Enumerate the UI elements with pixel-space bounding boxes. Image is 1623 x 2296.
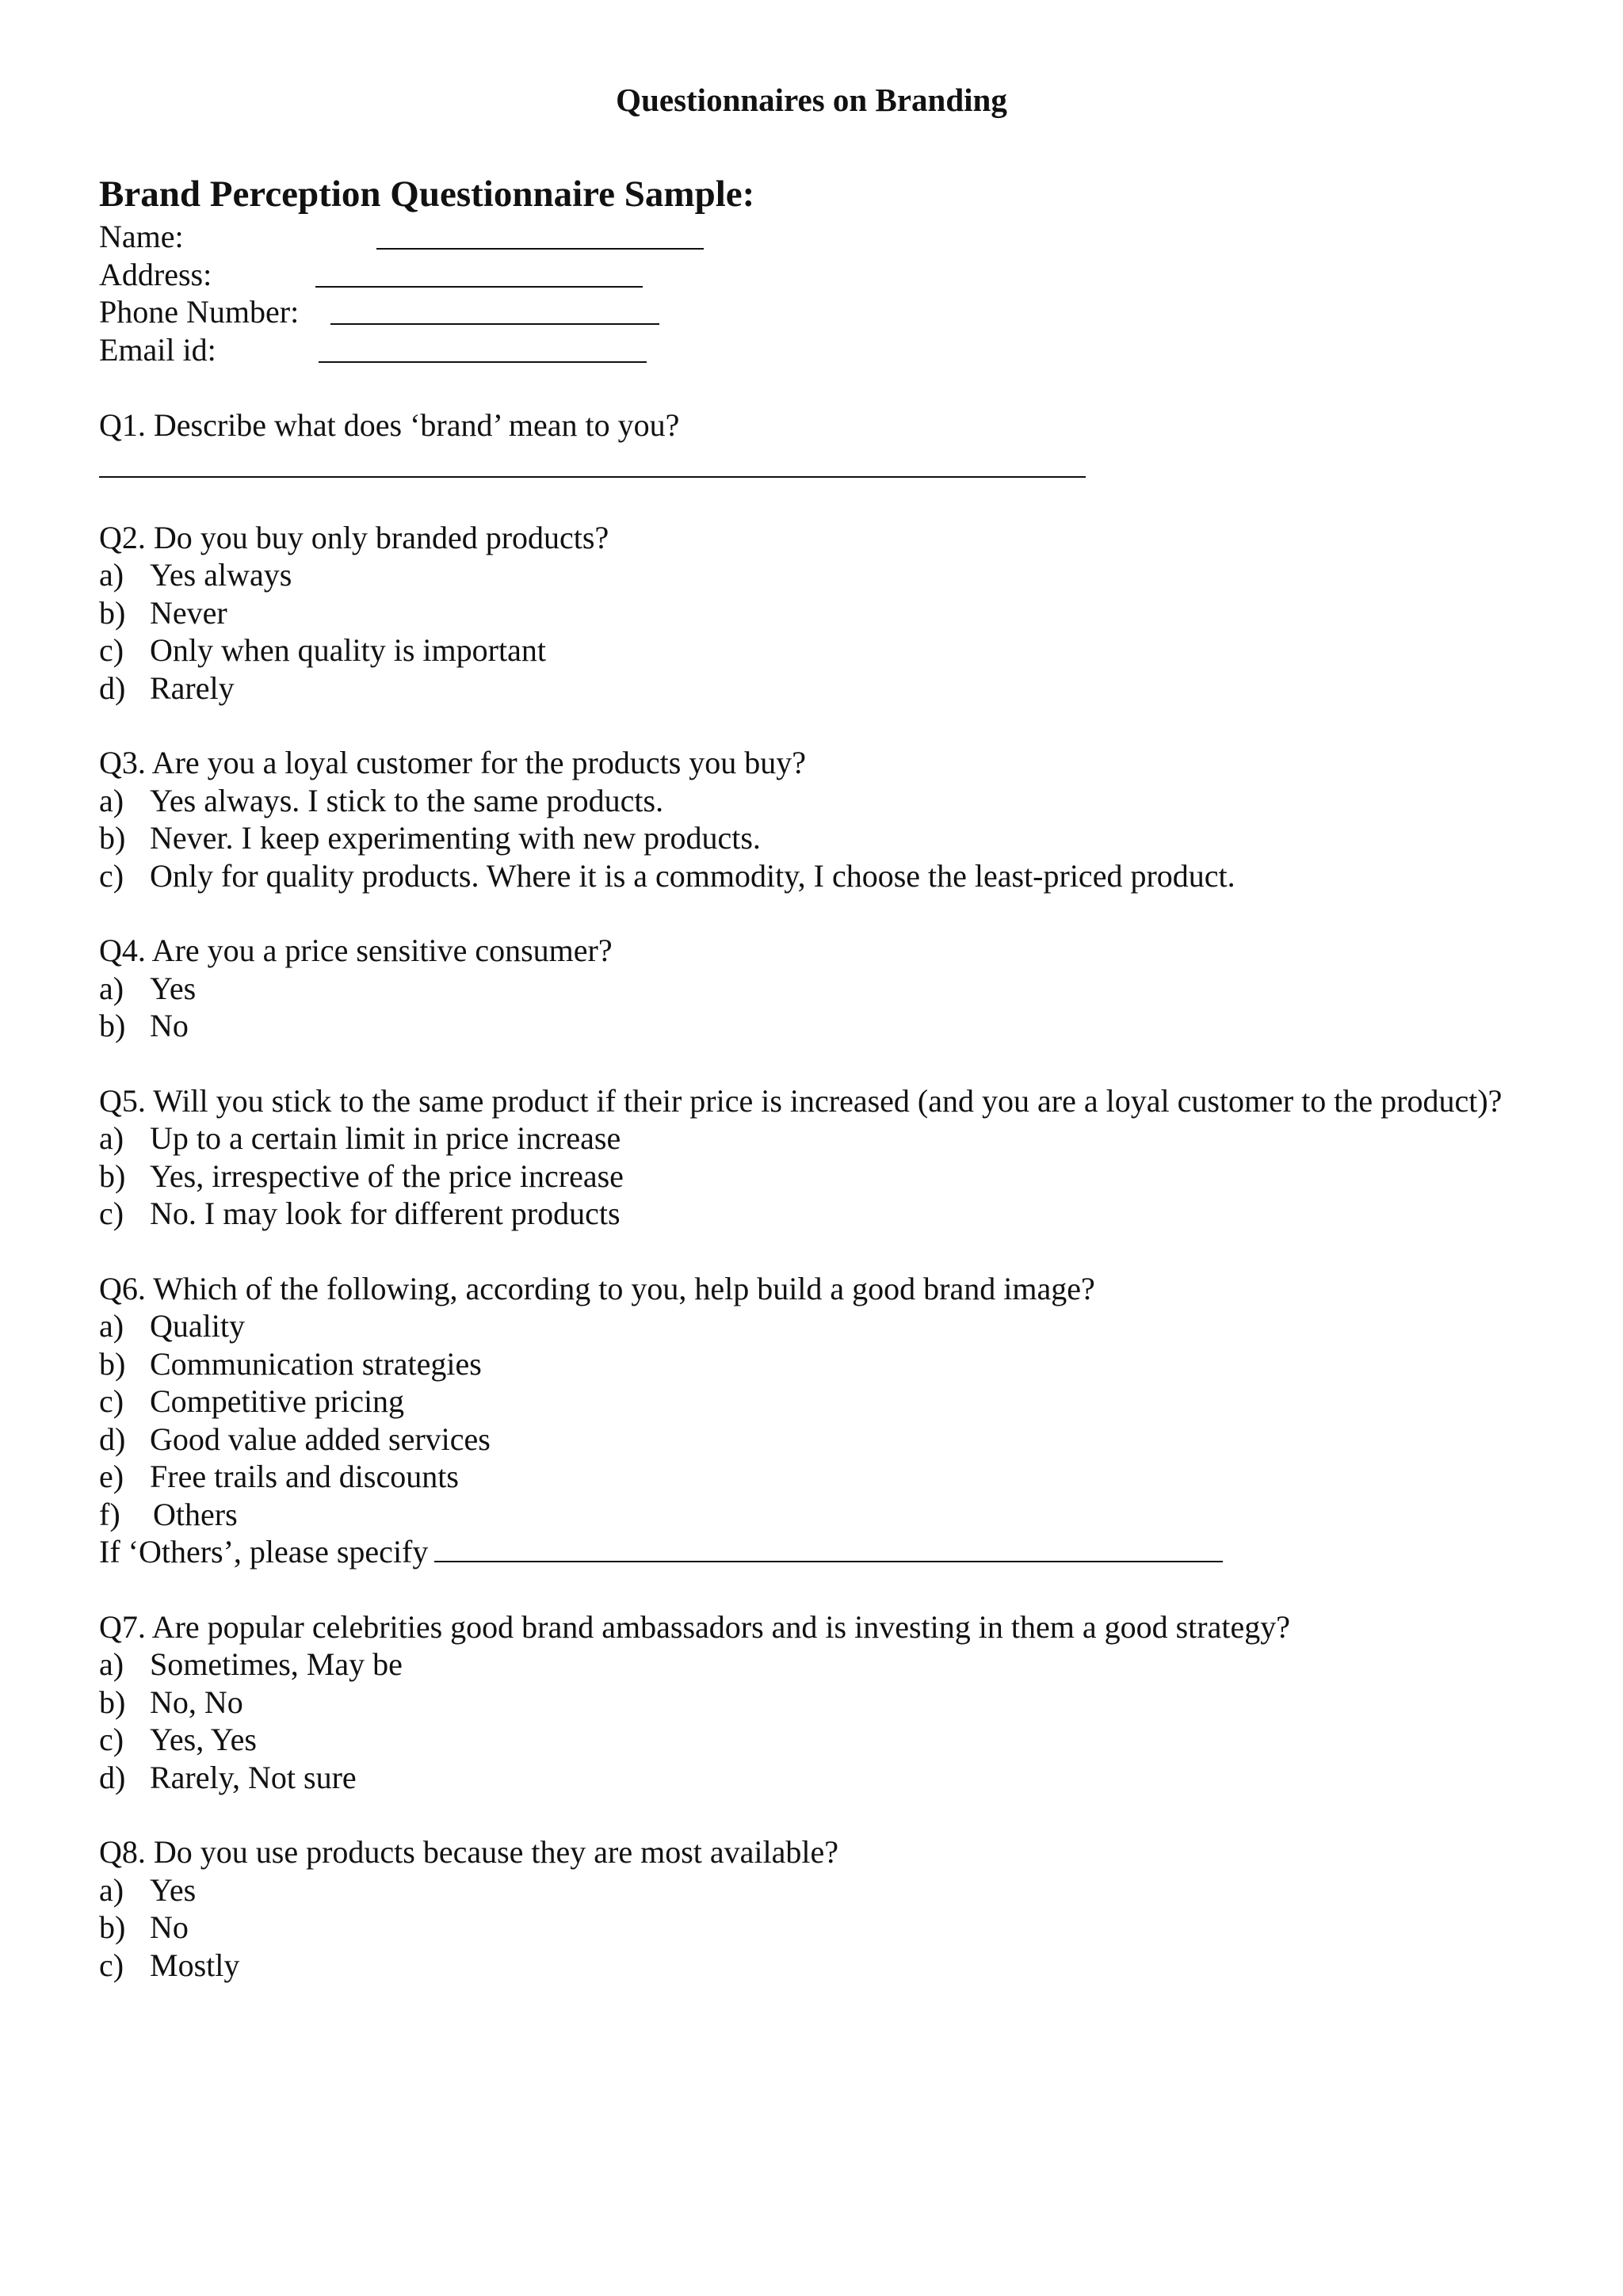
question-7-text: Q7. Are popular celebrities good brand ambassadors and is investing in them a good strategy? [99,1608,1290,1645]
option-item[interactable] [99,1158,1526,1196]
contact-fields [99,218,1526,368]
option-letter: d) [99,1421,126,1457]
name-blank-line[interactable] [376,218,704,250]
option-letter: a) [99,1646,124,1682]
option-text: No. I may look for different products [150,1196,621,1231]
option-item[interactable] [99,1307,1526,1345]
option-item[interactable] [99,1947,1526,1985]
spacer [99,1233,1526,1270]
option-letter: e) [99,1459,124,1494]
option-text: Communication strategies [150,1345,482,1382]
others-specify-row [99,1533,1526,1571]
question-1 [99,406,1526,478]
question-4 [99,932,1526,1045]
option-item[interactable] [99,1871,1526,1909]
option-letter: b) [99,1158,126,1194]
question-8-options [99,1871,1526,1985]
email-label: Email id: [99,331,216,368]
option-letter: c) [99,1722,124,1757]
option-letter: b) [99,1909,126,1945]
option-letter: c) [99,1196,124,1231]
address-label: Address: [99,256,212,292]
option-text: Rarely, Not sure [150,1759,357,1795]
option-text: Yes, Yes [150,1722,257,1757]
section-heading: Brand Perception Questionnaire Sample: [99,174,755,215]
option-text: No, No [150,1684,243,1720]
option-item[interactable] [99,1458,1526,1496]
option-letter: a) [99,1120,124,1156]
option-text: Yes [150,970,197,1006]
option-item[interactable] [99,1721,1526,1759]
option-letter: d) [99,669,126,706]
option-text: Mostly [150,1947,240,1983]
option-item[interactable] [99,1684,1526,1722]
option-letter: d) [99,1759,126,1795]
question-4-text: Q4. Are you a price sensitive consumer? [99,933,613,968]
option-letter: a) [99,1308,124,1344]
name-label: Name: [99,219,184,254]
option-text: Good value added services [150,1421,491,1457]
email-field-row [99,331,1526,369]
question-4-options [99,970,1526,1045]
option-item[interactable] [99,1421,1526,1459]
option-text: No [150,1008,189,1043]
spacer [99,368,1526,406]
option-item[interactable] [99,669,1526,707]
option-item[interactable] [99,819,1526,857]
question-5-text: Q5. Will you stick to the same product if their price is increased (and you are a loyal customer to the product)? [99,1082,1503,1119]
questionnaire-body [99,170,1526,1984]
question-2-options [99,556,1526,707]
question-3-options [99,782,1526,895]
document-title: Questionnaires on Branding [616,82,1007,118]
option-letter: c) [99,1383,124,1419]
question-6-text: Q6. Which of the following, according to you, help build a good brand image? [99,1270,1095,1306]
phone-label: Phone Number: [99,294,300,330]
option-letter: a) [99,1871,124,1908]
option-letter: c) [99,1947,124,1983]
spacer [99,1571,1526,1608]
option-text: Yes always [150,557,292,593]
option-letter: f) [99,1496,120,1532]
option-item[interactable] [99,1646,1526,1684]
option-text: Yes always. I stick to the same products. [150,782,664,818]
option-letter: c) [99,632,124,668]
question-7 [99,1608,1526,1797]
option-item[interactable] [99,1007,1526,1045]
option-text: Only when quality is important [150,632,546,668]
option-item[interactable] [99,631,1526,669]
option-letter: a) [99,782,124,818]
question-6-options [99,1307,1526,1533]
option-text: Others [153,1496,238,1532]
option-item[interactable] [99,556,1526,594]
option-letter: b) [99,820,126,856]
option-item[interactable] [99,1195,1526,1233]
option-text: Sometimes, May be [150,1646,403,1682]
option-item[interactable] [99,1345,1526,1383]
spacer [99,707,1526,744]
option-text: No [150,1909,189,1945]
question-1-answer-line[interactable] [99,444,1086,478]
others-specify-blank-line[interactable] [434,1534,1223,1562]
phone-field-row [99,293,1526,331]
option-text: Yes, irrespective of the price increase [150,1158,624,1194]
option-text: Rarely [150,669,235,706]
option-text: Only for quality products. Where it is a commodity, I choose the least-priced product. [150,857,1235,894]
option-text: Quality [150,1308,245,1344]
name-field-row [99,218,1526,256]
question-8-text: Q8. Do you use products because they are most available? [99,1834,839,1870]
option-letter: c) [99,857,124,894]
address-field-row [99,256,1526,294]
question-6 [99,1270,1526,1571]
option-letter: b) [99,1345,126,1382]
option-letter: a) [99,970,124,1006]
option-item[interactable] [99,594,1526,632]
others-specify-label: If ‘Others’, please specify [99,1534,429,1569]
option-item[interactable] [99,970,1526,1008]
option-text: Free trails and discounts [150,1459,459,1494]
option-item[interactable] [99,782,1526,820]
question-5-options [99,1119,1526,1233]
spacer [99,1796,1526,1833]
address-blank-line[interactable] [315,256,643,288]
spacer [99,894,1526,932]
question-2-text: Q2. Do you buy only branded products? [99,519,609,555]
option-text: Never [150,594,227,631]
option-item[interactable] [99,1496,1526,1534]
email-blank-line[interactable] [319,331,647,363]
option-item[interactable] [99,1759,1526,1797]
option-item[interactable] [99,857,1526,895]
option-text: Up to a certain limit in price increase [150,1120,621,1156]
option-text: Yes [150,1871,197,1908]
question-3 [99,744,1526,894]
option-text: Never. I keep experimenting with new products. [150,820,761,856]
question-2 [99,519,1526,707]
phone-blank-line[interactable] [330,293,659,325]
option-letter: a) [99,557,124,593]
spacer [99,1045,1526,1082]
option-letter: b) [99,1008,126,1043]
question-5 [99,1082,1526,1233]
option-letter: b) [99,1684,126,1720]
option-text: Competitive pricing [150,1383,405,1419]
option-letter: b) [99,594,126,631]
option-item[interactable] [99,1119,1526,1158]
option-item[interactable] [99,1909,1526,1947]
question-8 [99,1833,1526,1984]
question-7-options [99,1646,1526,1796]
option-item[interactable] [99,1383,1526,1421]
question-1-text: Q1. Describe what does ‘brand’ mean to you? [99,407,680,443]
question-3-text: Q3. Are you a loyal customer for the products you buy? [99,745,807,780]
